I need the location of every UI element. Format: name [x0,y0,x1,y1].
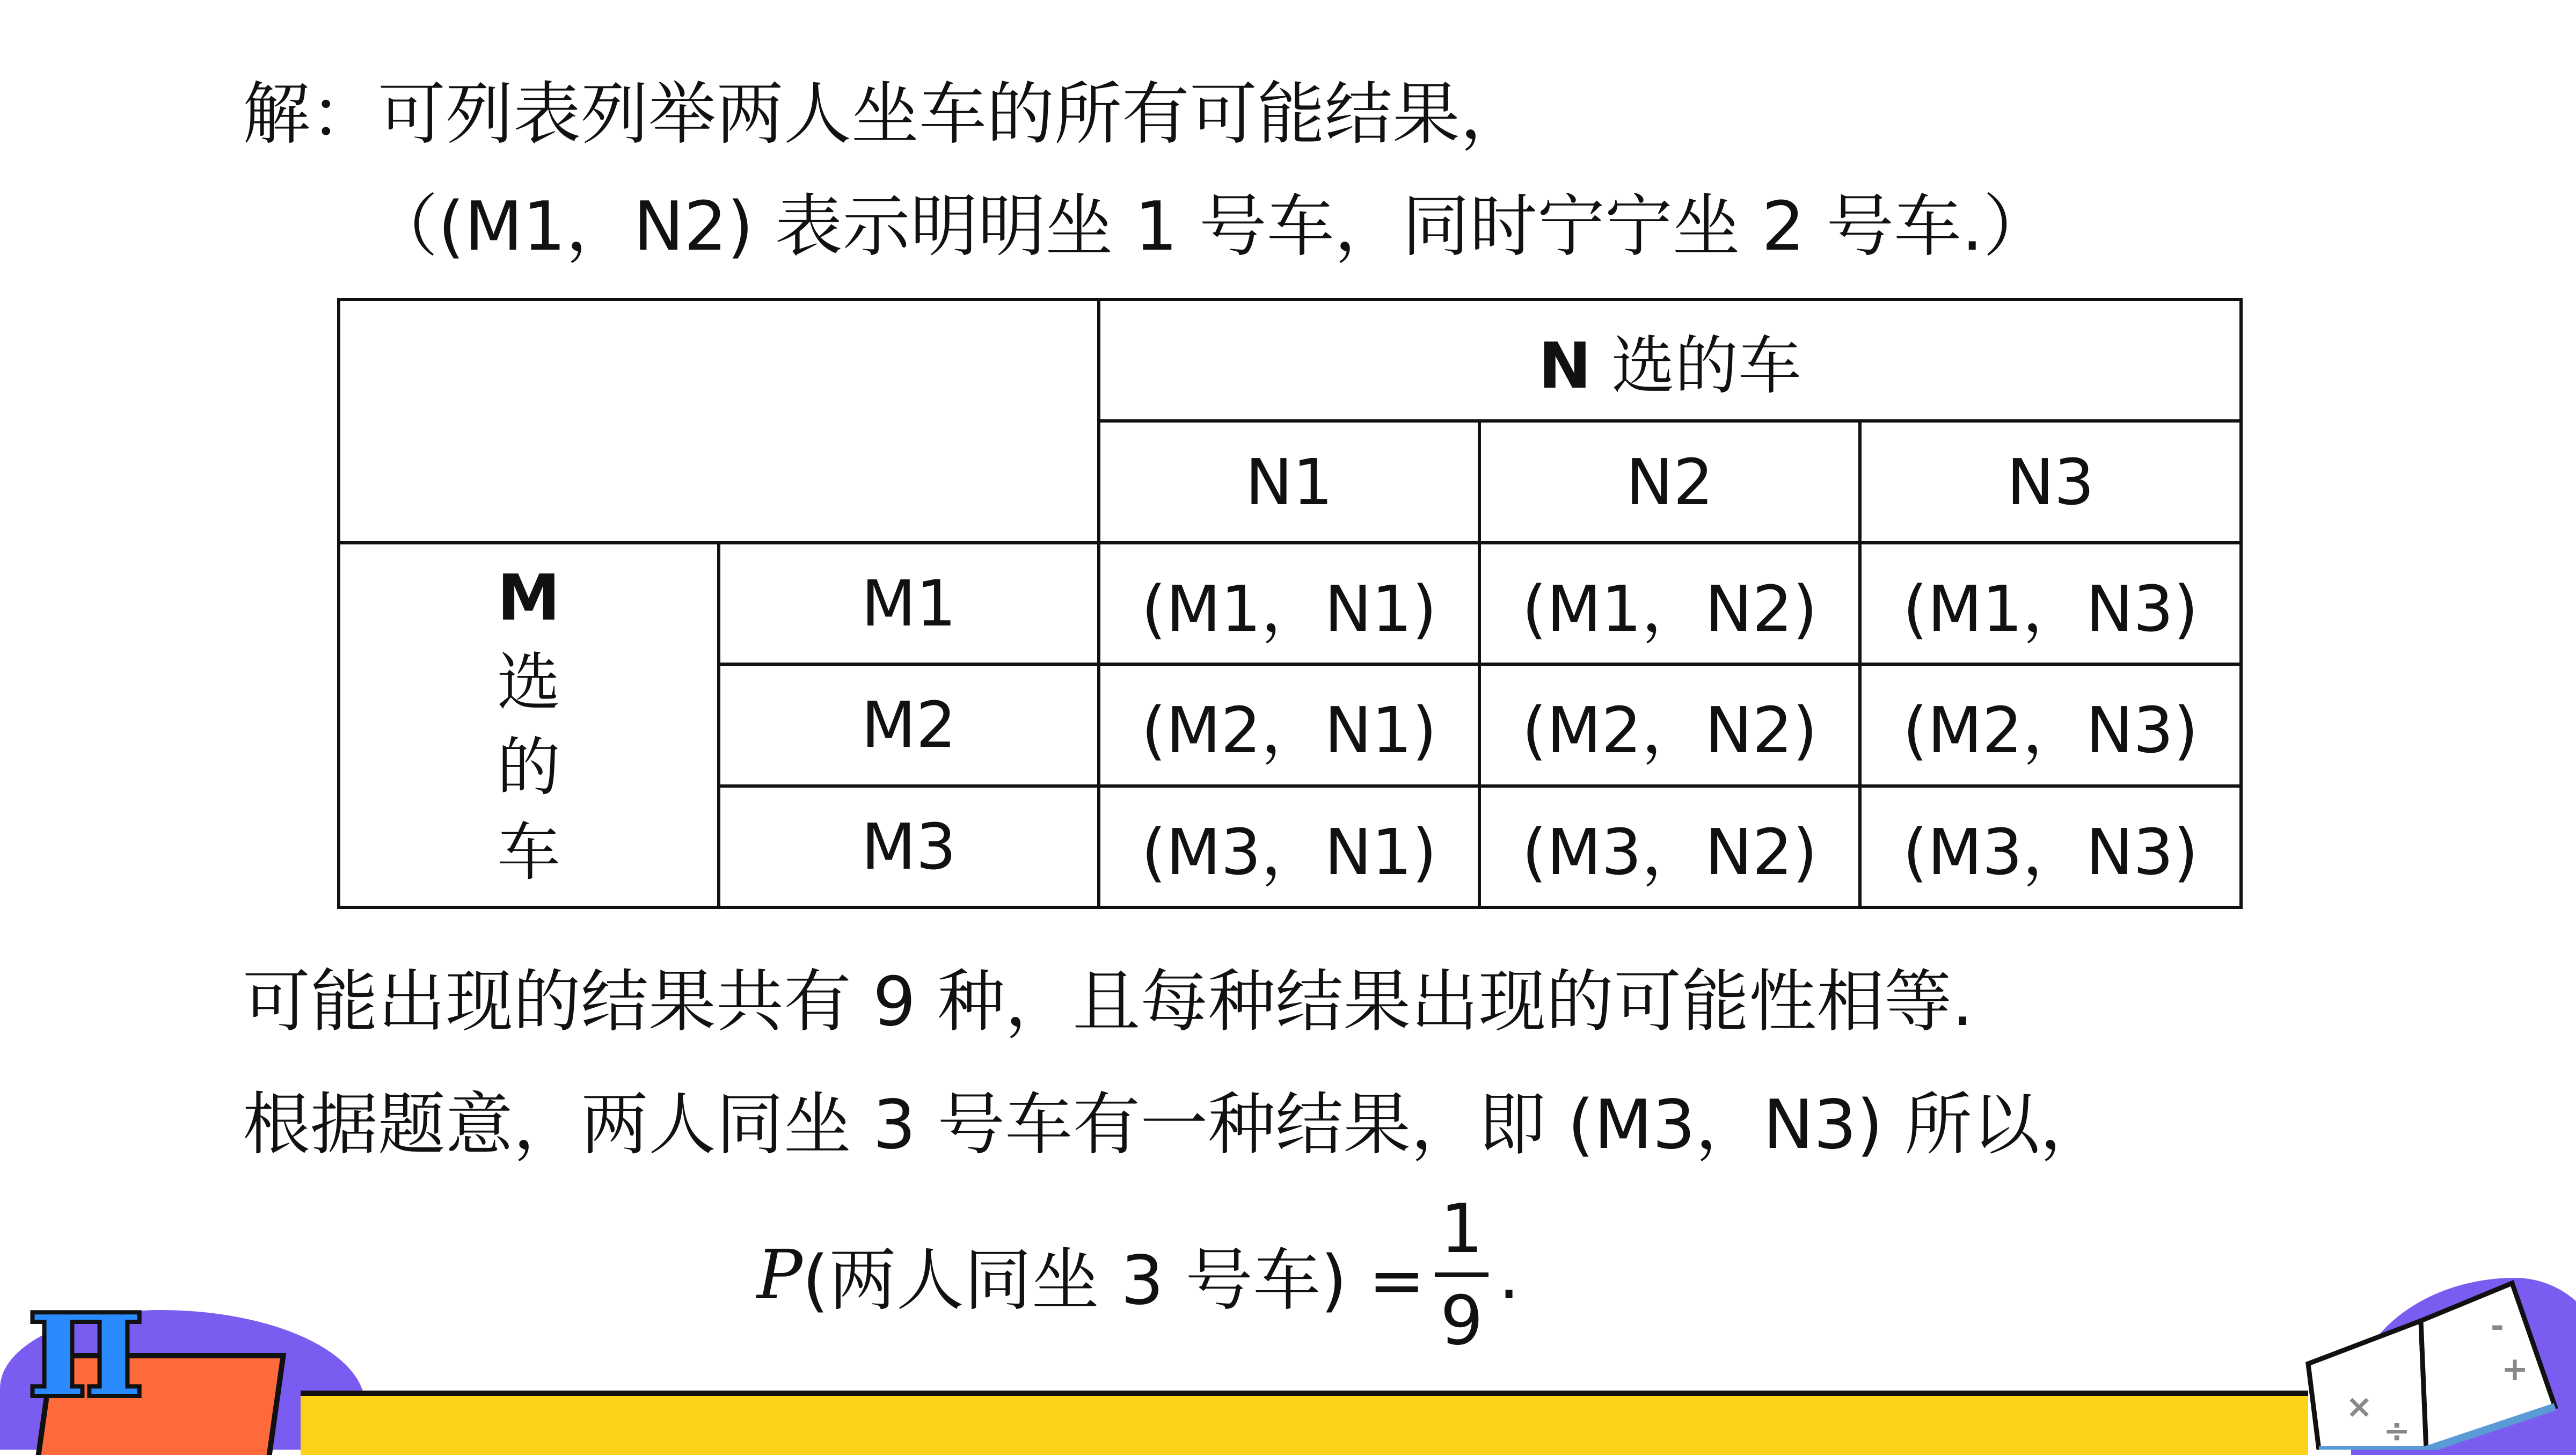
fraction-numerator: 1 [1435,1189,1488,1277]
times-symbol: × [2346,1388,2373,1425]
divide-symbol: ÷ [2383,1412,2411,1450]
formula-period: . [1498,1235,1520,1314]
n-choice-header [1099,300,2241,421]
event-text: (两人同坐 3 号车) = [802,1240,1425,1320]
fraction [1435,1189,1488,1360]
m-header-letter: M [497,561,560,635]
n-header-letter: N [1538,329,1592,403]
table-header-row [339,300,2241,421]
m-header-char: 选 [497,645,560,720]
row-label: M3 [719,786,1099,907]
row-label: M1 [719,543,1099,664]
outcome-cell: (M1，N2) [1479,543,1860,664]
table-row [339,543,2241,664]
pi-icon [11,1262,161,1423]
open-book-icon [2287,1272,2566,1450]
row-label: M2 [719,664,1099,785]
plus-symbol: + [2501,1350,2529,1388]
notation-note: （(M1，N2) 表示明明坐 1 号车，同时宁宁坐 2 号车.） [370,187,2051,266]
fraction-denominator: 9 [1440,1281,1484,1360]
outcome-cell: (M1，N1) [1099,543,1479,664]
outcome-cell: (M2，N3) [1860,664,2241,785]
bottom-yellow-band [301,1391,2308,1455]
column-header: N3 [1860,421,2241,542]
m-header-char: 的 [497,730,560,805]
outcome-cell: (M3，N2) [1479,786,1860,907]
probability-symbol: P [757,1235,802,1314]
minus-symbol: - [2491,1307,2504,1345]
table-corner-cell [339,300,1099,543]
n-header-text: 选的车 [1591,329,1802,403]
column-header: N1 [1099,421,1479,542]
outcome-cell: (M3，N1) [1099,786,1479,907]
solution-intro: 解：可列表列举两人坐车的所有可能结果， [243,75,1528,154]
m-header-char: 车 [497,815,560,890]
pi-glyph: π [27,1262,145,1423]
outcome-cell: (M3，N3) [1860,786,2241,907]
result-statement: 可能出现的结果共有 9 种，且每种结果出现的可能性相等. [243,962,1974,1041]
column-header: N2 [1479,421,1860,542]
outcome-cell: (M1，N3) [1860,543,2241,664]
book-right-page [2421,1283,2555,1450]
m-choice-header [339,543,719,907]
outcome-cell: (M2，N2) [1479,664,1860,785]
outcome-cell: (M2，N1) [1099,664,1479,785]
probability-formula [757,1189,1520,1360]
outcome-table [337,298,2243,909]
basis-statement: 根据题意，两人同坐 3 号车有一种结果，即 (M3，N3) 所以， [243,1085,2107,1164]
